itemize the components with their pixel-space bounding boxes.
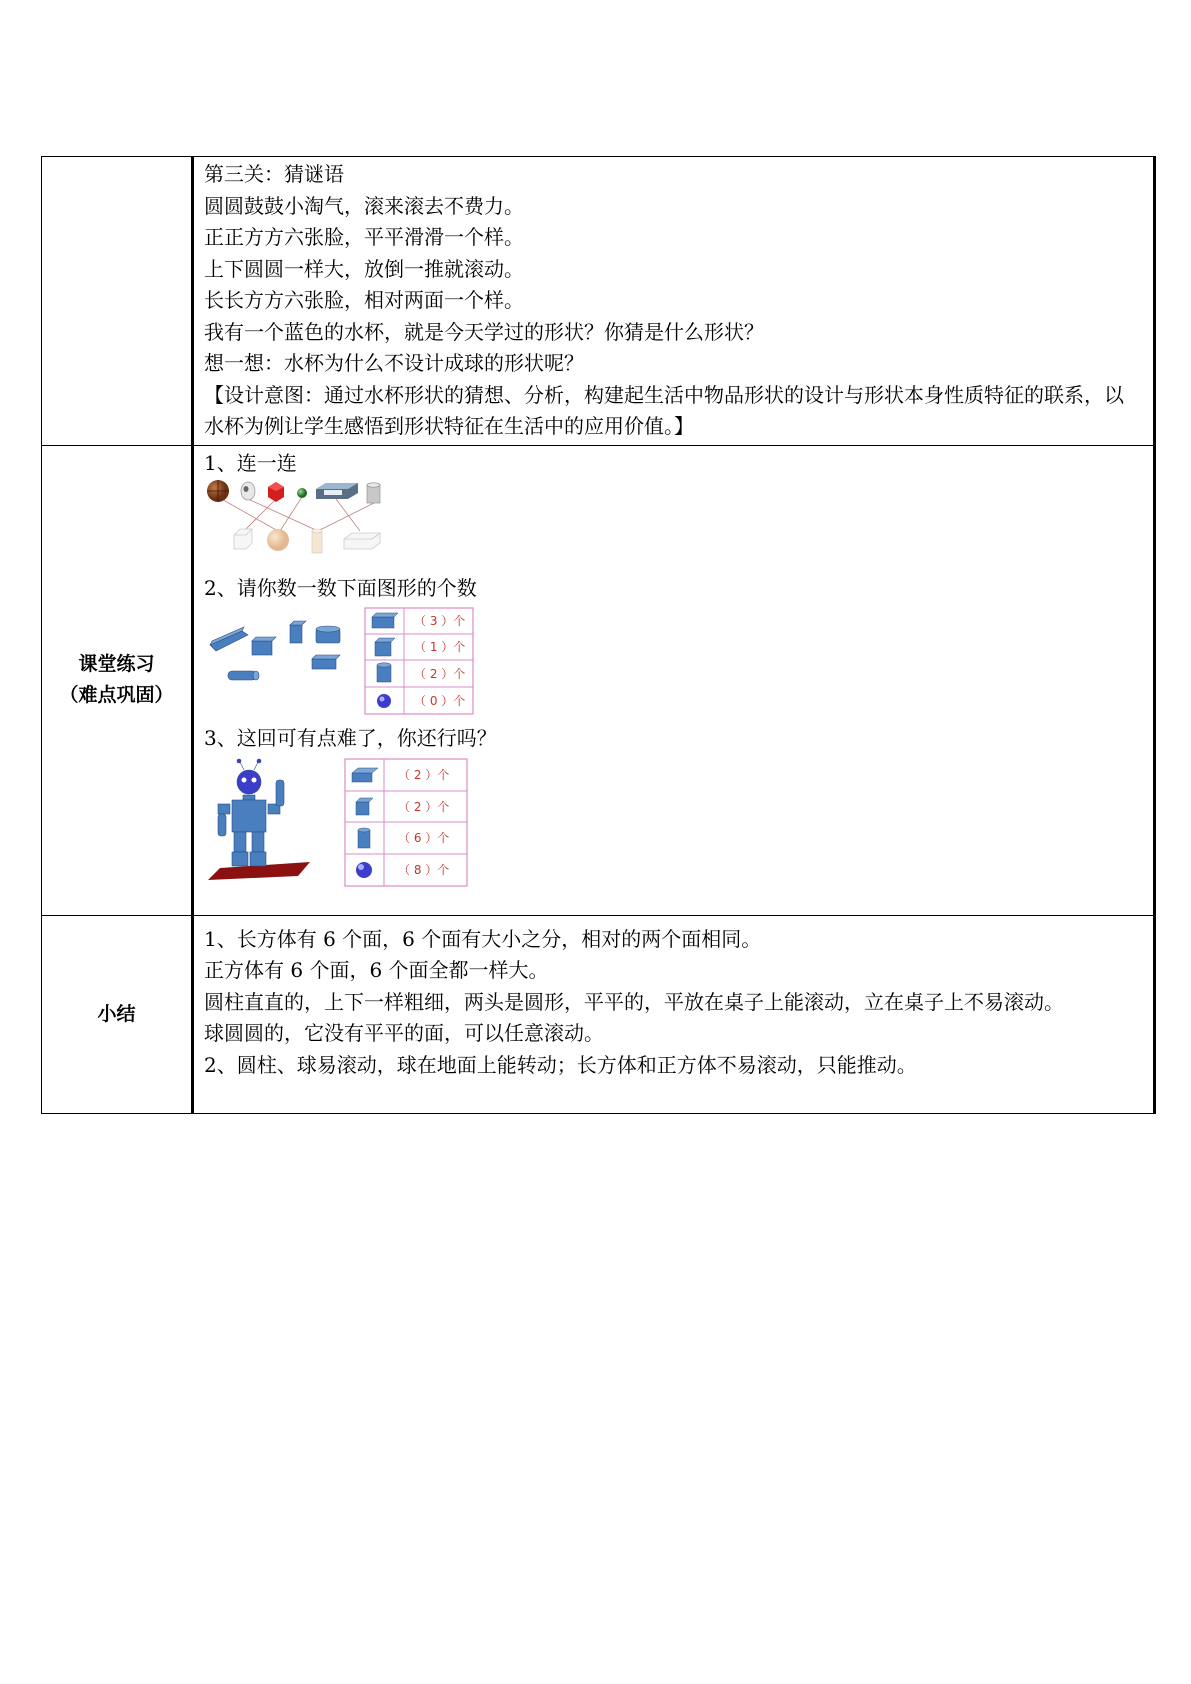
exercise-row-label xyxy=(42,445,193,915)
box-icon xyxy=(316,483,358,499)
matching-figure xyxy=(204,479,394,559)
cube-icon xyxy=(375,642,391,656)
count-value: （ 6 ）个 xyxy=(398,831,450,845)
count-table-3 xyxy=(344,758,468,888)
shape-group-figure xyxy=(204,607,344,697)
riddle-row xyxy=(42,157,1155,446)
count-table-2 xyxy=(364,607,474,715)
cuboid-icon xyxy=(372,617,394,628)
count-value: （ 8 ）个 xyxy=(398,863,450,877)
sphere-icon xyxy=(356,862,372,878)
riddle-line: 圆圆鼓鼓小淘气，滚来滚去不费力。 xyxy=(204,193,524,218)
count-value: （ 0 ）个 xyxy=(414,693,466,708)
count-value: （ 2 ）个 xyxy=(398,768,450,782)
cube-shape-icon xyxy=(234,529,252,549)
riddle-line: 长长方方六张脸，相对两面一个样。 xyxy=(204,288,524,312)
cylinder-icon xyxy=(377,665,391,682)
exercise-row xyxy=(42,445,1155,915)
exercise-2-title: 2、请你数一数下面图形的个数 xyxy=(204,576,477,600)
summary-row-label: 小结 xyxy=(42,915,193,1113)
riddle-row-content xyxy=(193,157,1155,446)
can-icon xyxy=(367,483,380,503)
summary-row-content xyxy=(193,915,1155,1113)
count-value: （ 3 ）个 xyxy=(414,613,466,628)
robot-head xyxy=(237,770,261,794)
question-line: 我有一个蓝色的水杯，就是今天学过的形状？你猜是什么形状？ xyxy=(204,319,764,344)
riddle-line: 正正方方六张脸，平平滑滑一个样。 xyxy=(204,225,524,249)
lesson-table xyxy=(41,156,1156,1114)
question-line: 想一想：水杯为什么不设计成球的形状呢？ xyxy=(204,351,584,375)
cylinder-shape-icon xyxy=(312,529,322,553)
summary-line: 圆柱直直的，上下一样粗细，两头是圆形，平平的，平放在桌子上能滚动，立在桌子上不易滚动。 xyxy=(204,989,1064,1014)
exercise-3-figure xyxy=(204,758,1143,888)
cube-icon xyxy=(356,802,369,815)
summary-line: 球圆圆的，它没有平平的面，可以任意滚动。 xyxy=(204,1021,604,1045)
sphere-shape-icon xyxy=(267,529,289,551)
exercise-label-line2: （难点巩固） xyxy=(59,684,174,706)
paper-roll-icon xyxy=(241,482,255,500)
robot-body xyxy=(232,800,266,832)
exercise-1-title: 1、连一连 xyxy=(204,450,297,475)
design-intent: 【设计意图：通过水杯形状的猜想、分析，构建起生活中物品形状的设计与形状本身性质特征的联系，以水杯为例让学生感悟到形状特征在生活中的应用价值。】 xyxy=(204,382,1124,438)
count-value: （ 2 ）个 xyxy=(398,800,450,814)
summary-row xyxy=(42,915,1155,1113)
exercise-label-line1: 课堂练习 xyxy=(78,653,155,675)
cuboid-shape-icon xyxy=(344,533,380,549)
summary-line: 1、长方体有 6 个面，6 个面有大小之分，相对的两个面相同。 xyxy=(204,926,762,951)
summary-line: 正方体有 6 个面，6 个面全都一样大。 xyxy=(204,958,549,982)
count-value: （ 1 ）个 xyxy=(414,639,466,654)
green-ball-icon xyxy=(297,488,307,498)
robot-figure xyxy=(204,758,314,888)
cylinder-icon xyxy=(358,830,370,848)
exercise-3-title: 3、这回可有点难了，你还行吗？ xyxy=(204,725,497,750)
riddle-title: 第三关：猜谜语 xyxy=(204,162,344,186)
cuboid-icon xyxy=(352,773,372,782)
riddle-row-label xyxy=(42,157,193,446)
sphere-icon xyxy=(377,694,391,708)
red-cube-icon xyxy=(268,482,284,502)
exercise-2-figure xyxy=(204,607,1143,715)
riddle-line: 上下圆圆一样大，放倒一推就滚动。 xyxy=(204,256,524,281)
summary-line: 2、圆柱、球易滚动，球在地面上能转动；长方体和正方体不易滚动，只能推动。 xyxy=(204,1052,917,1077)
count-value: （ 2 ）个 xyxy=(414,666,466,681)
exercise-row-content xyxy=(193,445,1155,915)
